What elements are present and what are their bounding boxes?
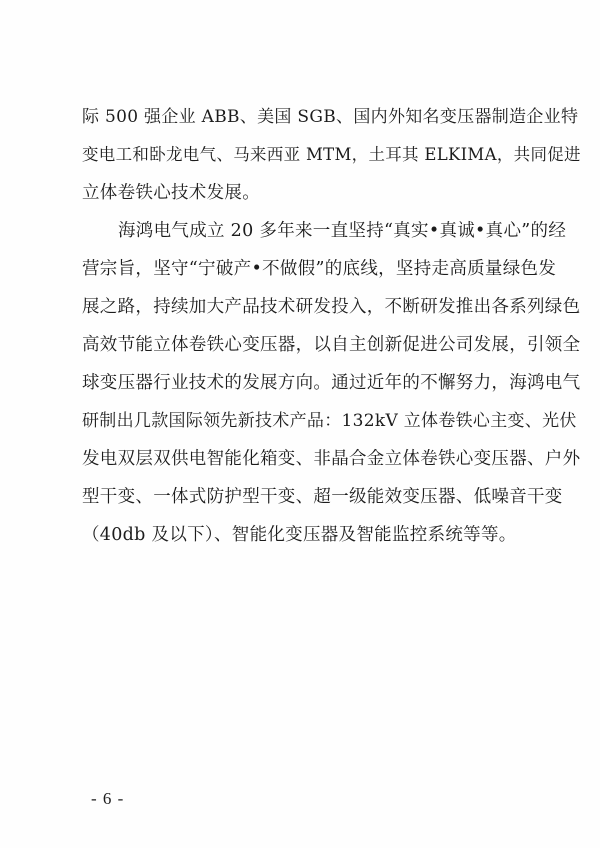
- paragraph-first-line: 海鸿电气成立 20 多年来一直坚持“真实•真诚•真心”的经: [118, 221, 567, 241]
- body-text-line: 立体卷铁心技术发展。: [82, 183, 260, 203]
- page-number: - 6 -: [91, 789, 125, 808]
- body-text-line: 型干变、一体式防护型干变、超一级能效变压器、低噪音干变: [82, 487, 563, 507]
- body-text-line: 展之路，持续加大产品技术研发投入，不断研发推出各系列绿色: [82, 297, 581, 317]
- body-text-line: 营宗旨，坚守“宁破产•不做假”的底线，坚持走高质量绿色发: [82, 259, 557, 279]
- body-text-line: 发电双层双供电智能化箱变、非晶合金立体卷铁心变压器、户外: [82, 449, 581, 469]
- body-text-line: 研制出几款国际领先新技术产品：132kV 立体卷铁心主变、光伏: [82, 411, 577, 431]
- body-text-line: 球变压器行业技术的发展方向。通过近年的不懈努力，海鸿电气: [82, 373, 581, 393]
- body-text-line: 高效节能立体卷铁心变压器，以自主创新促进公司发展，引领全: [82, 335, 581, 355]
- body-text-line: 变电工和卧龙电气、马来西亚 MTM，土耳其 ELKIMA，共同促进: [82, 145, 581, 164]
- body-text-line: （40db 及以下）、智能化变压器及智能监控系统等等。: [82, 525, 517, 545]
- body-text-line: 际 500 强企业 ABB、美国 SGB、国内外知名变压器制造企业特: [82, 107, 579, 127]
